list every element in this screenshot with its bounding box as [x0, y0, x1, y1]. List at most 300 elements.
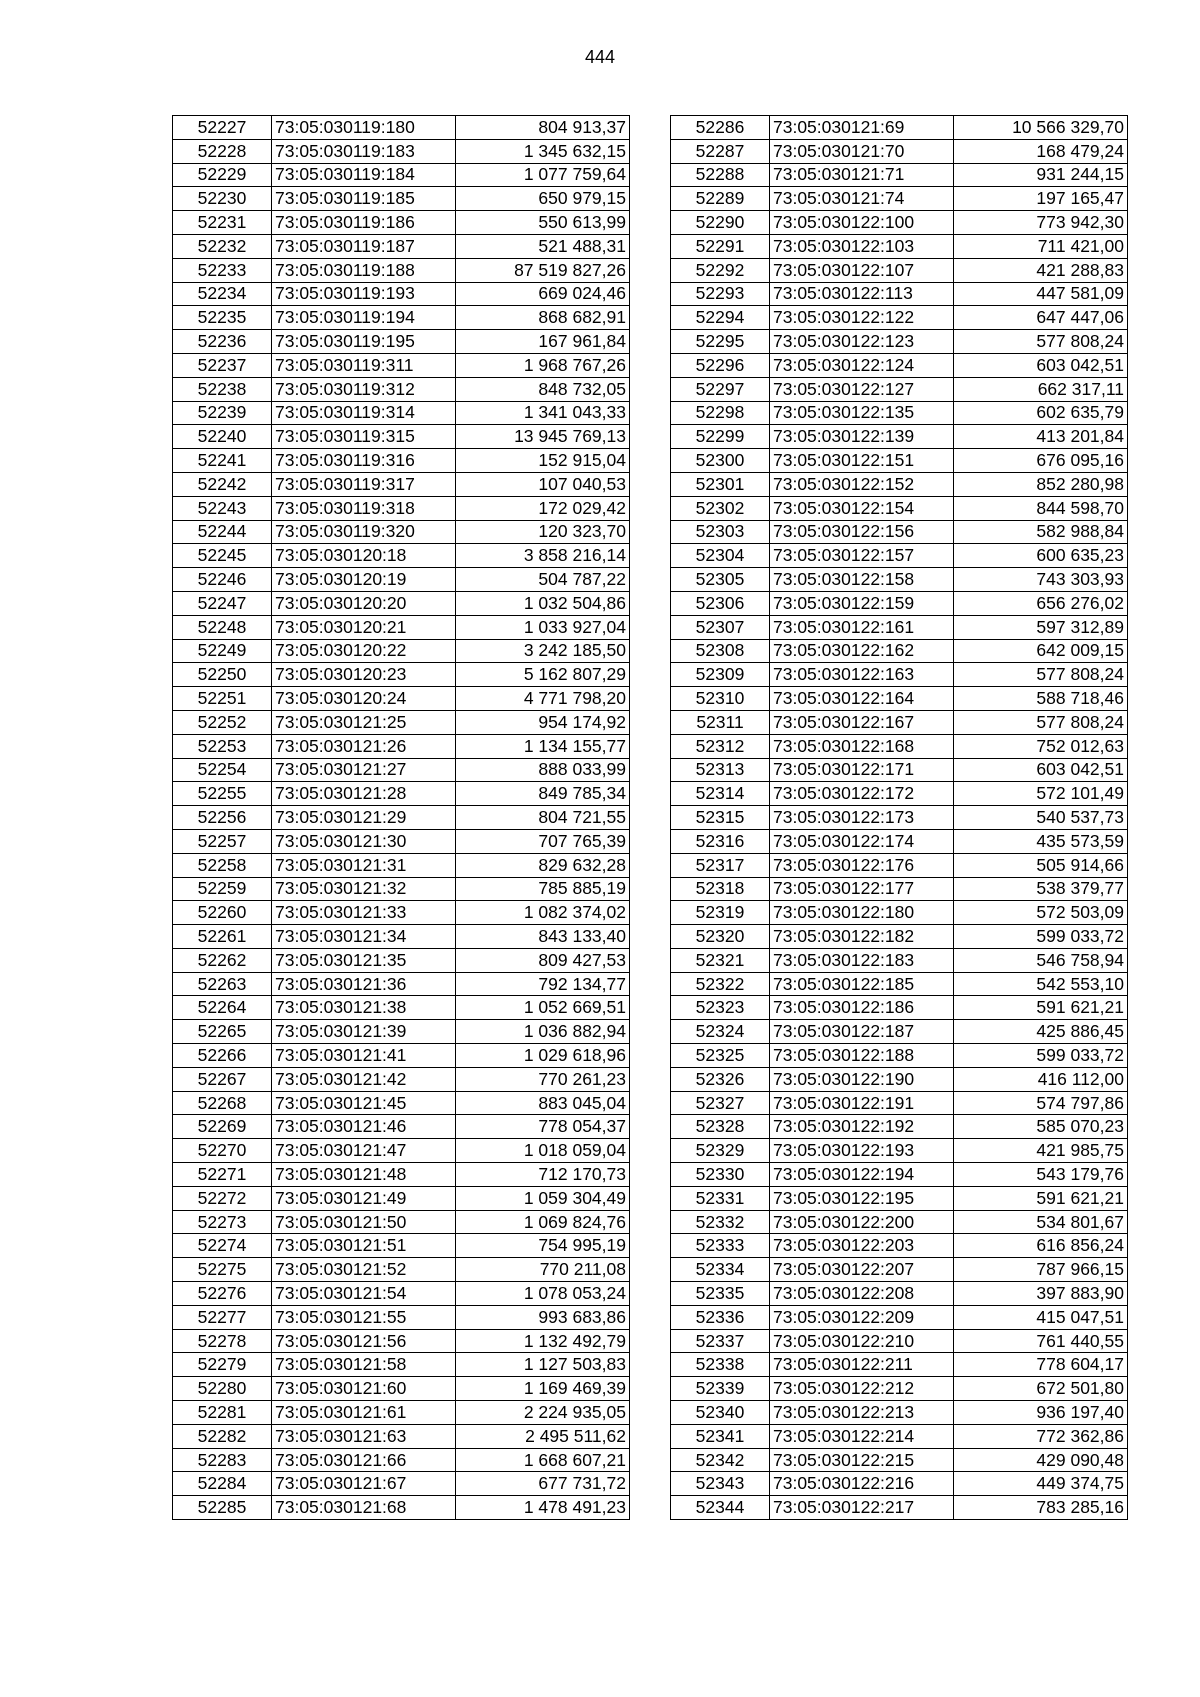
table-row [173, 1448, 630, 1472]
value-cell: 931 244,15 [954, 163, 1128, 187]
table-row [173, 1282, 630, 1306]
table-row [173, 710, 630, 734]
table-row [173, 330, 630, 354]
table-row [173, 639, 630, 663]
value-cell: 676 095,16 [954, 449, 1128, 473]
cadastral-number-cell: 73:05:030122:168 [770, 734, 954, 758]
row-number-cell: 52298 [671, 401, 770, 425]
cadastral-number-cell: 73:05:030121:31 [272, 853, 456, 877]
value-cell: 415 047,51 [954, 1305, 1128, 1329]
cadastral-number-cell: 73:05:030122:212 [770, 1377, 954, 1401]
value-cell: 521 488,31 [456, 234, 630, 258]
row-number-cell: 52270 [173, 1139, 272, 1163]
value-cell: 1 078 053,24 [456, 1282, 630, 1306]
row-number-cell: 52264 [173, 996, 272, 1020]
table-row [173, 163, 630, 187]
value-cell: 1 668 607,21 [456, 1448, 630, 1472]
cadastral-number-cell: 73:05:030121:67 [272, 1472, 456, 1496]
row-number-cell: 52336 [671, 1305, 770, 1329]
table-row [173, 591, 630, 615]
table-row [671, 211, 1128, 235]
table-row [671, 758, 1128, 782]
row-number-cell: 52237 [173, 353, 272, 377]
row-number-cell: 52330 [671, 1163, 770, 1187]
table-row [671, 1044, 1128, 1068]
cadastral-number-cell: 73:05:030122:162 [770, 639, 954, 663]
cadastral-number-cell: 73:05:030122:208 [770, 1282, 954, 1306]
table-row [671, 663, 1128, 687]
cadastral-number-cell: 73:05:030121:30 [272, 829, 456, 853]
cadastral-number-cell: 73:05:030122:207 [770, 1258, 954, 1282]
value-cell: 172 029,42 [456, 496, 630, 520]
cadastral-number-cell: 73:05:030122:188 [770, 1044, 954, 1068]
value-cell: 752 012,63 [954, 734, 1128, 758]
row-number-cell: 52335 [671, 1282, 770, 1306]
row-number-cell: 52284 [173, 1472, 272, 1496]
row-number-cell: 52278 [173, 1329, 272, 1353]
value-cell: 152 915,04 [456, 449, 630, 473]
value-cell: 540 537,73 [954, 806, 1128, 830]
table-row [671, 877, 1128, 901]
row-number-cell: 52273 [173, 1210, 272, 1234]
row-number-cell: 52332 [671, 1210, 770, 1234]
value-cell: 588 718,46 [954, 687, 1128, 711]
cadastral-number-cell: 73:05:030121:55 [272, 1305, 456, 1329]
value-cell: 1 169 469,39 [456, 1377, 630, 1401]
table-row [173, 1139, 630, 1163]
row-number-cell: 52323 [671, 996, 770, 1020]
row-number-cell: 52282 [173, 1424, 272, 1448]
value-cell: 429 090,48 [954, 1448, 1128, 1472]
cadastral-number-cell: 73:05:030121:52 [272, 1258, 456, 1282]
value-cell: 1 077 759,64 [456, 163, 630, 187]
value-cell: 849 785,34 [456, 782, 630, 806]
row-number-cell: 52281 [173, 1401, 272, 1425]
value-cell: 1 018 059,04 [456, 1139, 630, 1163]
cadastral-number-cell: 73:05:030122:139 [770, 425, 954, 449]
row-number-cell: 52256 [173, 806, 272, 830]
table-row [173, 1020, 630, 1044]
value-cell: 936 197,40 [954, 1401, 1128, 1425]
row-number-cell: 52258 [173, 853, 272, 877]
row-number-cell: 52240 [173, 425, 272, 449]
row-number-cell: 52295 [671, 330, 770, 354]
table-row [671, 1305, 1128, 1329]
value-cell: 672 501,80 [954, 1377, 1128, 1401]
row-number-cell: 52228 [173, 139, 272, 163]
table-row [173, 306, 630, 330]
cadastral-number-cell: 73:05:030119:320 [272, 520, 456, 544]
table-row [671, 829, 1128, 853]
cadastral-number-cell: 73:05:030121:56 [272, 1329, 456, 1353]
cadastral-number-cell: 73:05:030122:163 [770, 663, 954, 687]
table-row [671, 1067, 1128, 1091]
row-number-cell: 52233 [173, 258, 272, 282]
cadastral-number-cell: 73:05:030122:154 [770, 496, 954, 520]
value-cell: 1 127 503,83 [456, 1353, 630, 1377]
cadastral-number-cell: 73:05:030122:200 [770, 1210, 954, 1234]
cadastral-number-cell: 73:05:030122:214 [770, 1424, 954, 1448]
row-number-cell: 52304 [671, 544, 770, 568]
cadastral-number-cell: 73:05:030119:188 [272, 258, 456, 282]
row-number-cell: 52339 [671, 1377, 770, 1401]
cadastral-number-cell: 73:05:030122:194 [770, 1163, 954, 1187]
value-cell: 1 069 824,76 [456, 1210, 630, 1234]
table-row [671, 377, 1128, 401]
table-row [671, 496, 1128, 520]
row-number-cell: 52253 [173, 734, 272, 758]
row-number-cell: 52301 [671, 472, 770, 496]
value-cell: 868 682,91 [456, 306, 630, 330]
table-row [173, 782, 630, 806]
row-number-cell: 52265 [173, 1020, 272, 1044]
value-cell: 546 758,94 [954, 948, 1128, 972]
cadastral-number-cell: 73:05:030119:183 [272, 139, 456, 163]
row-number-cell: 52287 [671, 139, 770, 163]
row-number-cell: 52333 [671, 1234, 770, 1258]
cadastral-number-cell: 73:05:030120:23 [272, 663, 456, 687]
cadastral-number-cell: 73:05:030121:45 [272, 1091, 456, 1115]
row-number-cell: 52316 [671, 829, 770, 853]
value-cell: 778 054,37 [456, 1115, 630, 1139]
row-number-cell: 52318 [671, 877, 770, 901]
cadastral-number-cell: 73:05:030122:209 [770, 1305, 954, 1329]
cadastral-number-cell: 73:05:030122:176 [770, 853, 954, 877]
table-row [173, 282, 630, 306]
cadastral-number-cell: 73:05:030122:210 [770, 1329, 954, 1353]
row-number-cell: 52247 [173, 591, 272, 615]
value-cell: 197 165,47 [954, 187, 1128, 211]
table-row [173, 1401, 630, 1425]
cadastral-number-cell: 73:05:030122:152 [770, 472, 954, 496]
left-table [172, 115, 630, 1520]
cadastral-number-cell: 73:05:030122:172 [770, 782, 954, 806]
value-cell: 505 914,66 [954, 853, 1128, 877]
table-row [173, 1186, 630, 1210]
cadastral-number-cell: 73:05:030120:24 [272, 687, 456, 711]
table-row [173, 925, 630, 949]
row-number-cell: 52338 [671, 1353, 770, 1377]
row-number-cell: 52255 [173, 782, 272, 806]
value-cell: 1 036 882,94 [456, 1020, 630, 1044]
value-cell: 1 033 927,04 [456, 615, 630, 639]
cadastral-number-cell: 73:05:030119:317 [272, 472, 456, 496]
table-row [173, 1210, 630, 1234]
value-cell: 809 427,53 [456, 948, 630, 972]
row-number-cell: 52267 [173, 1067, 272, 1091]
row-number-cell: 52290 [671, 211, 770, 235]
value-cell: 770 261,23 [456, 1067, 630, 1091]
row-number-cell: 52263 [173, 972, 272, 996]
table-row [671, 782, 1128, 806]
cadastral-number-cell: 73:05:030122:171 [770, 758, 954, 782]
cadastral-number-cell: 73:05:030122:216 [770, 1472, 954, 1496]
cadastral-number-cell: 73:05:030121:27 [272, 758, 456, 782]
value-cell: 597 312,89 [954, 615, 1128, 639]
table-row [173, 948, 630, 972]
cadastral-number-cell: 73:05:030121:66 [272, 1448, 456, 1472]
value-cell: 772 362,86 [954, 1424, 1128, 1448]
row-number-cell: 52246 [173, 568, 272, 592]
value-cell: 783 285,16 [954, 1496, 1128, 1520]
cadastral-number-cell: 73:05:030120:19 [272, 568, 456, 592]
cadastral-number-cell: 73:05:030119:312 [272, 377, 456, 401]
cadastral-number-cell: 73:05:030119:187 [272, 234, 456, 258]
cadastral-number-cell: 73:05:030122:157 [770, 544, 954, 568]
value-cell: 582 988,84 [954, 520, 1128, 544]
value-cell: 888 033,99 [456, 758, 630, 782]
value-cell: 1 345 632,15 [456, 139, 630, 163]
value-cell: 543 179,76 [954, 1163, 1128, 1187]
cadastral-number-cell: 73:05:030119:314 [272, 401, 456, 425]
value-cell: 1 082 374,02 [456, 901, 630, 925]
row-number-cell: 52249 [173, 639, 272, 663]
row-number-cell: 52319 [671, 901, 770, 925]
row-number-cell: 52331 [671, 1186, 770, 1210]
table-row [671, 972, 1128, 996]
row-number-cell: 52342 [671, 1448, 770, 1472]
table-row [671, 1377, 1128, 1401]
row-number-cell: 52343 [671, 1472, 770, 1496]
cadastral-number-cell: 73:05:030121:38 [272, 996, 456, 1020]
cadastral-number-cell: 73:05:030121:68 [272, 1496, 456, 1520]
table-row [671, 1115, 1128, 1139]
value-cell: 599 033,72 [954, 1044, 1128, 1068]
table-row [671, 472, 1128, 496]
row-number-cell: 52229 [173, 163, 272, 187]
row-number-cell: 52296 [671, 353, 770, 377]
row-number-cell: 52234 [173, 282, 272, 306]
value-cell: 804 913,37 [456, 116, 630, 140]
value-cell: 574 797,86 [954, 1091, 1128, 1115]
value-cell: 421 288,83 [954, 258, 1128, 282]
cadastral-number-cell: 73:05:030121:29 [272, 806, 456, 830]
cadastral-number-cell: 73:05:030119:185 [272, 187, 456, 211]
value-cell: 4 771 798,20 [456, 687, 630, 711]
row-number-cell: 52302 [671, 496, 770, 520]
value-cell: 577 808,24 [954, 330, 1128, 354]
value-cell: 852 280,98 [954, 472, 1128, 496]
cadastral-number-cell: 73:05:030122:185 [770, 972, 954, 996]
cadastral-number-cell: 73:05:030119:180 [272, 116, 456, 140]
row-number-cell: 52294 [671, 306, 770, 330]
cadastral-number-cell: 73:05:030122:161 [770, 615, 954, 639]
cadastral-number-cell: 73:05:030122:159 [770, 591, 954, 615]
row-number-cell: 52252 [173, 710, 272, 734]
cadastral-number-cell: 73:05:030122:156 [770, 520, 954, 544]
table-row [173, 758, 630, 782]
table-row [671, 1329, 1128, 1353]
value-cell: 711 421,00 [954, 234, 1128, 258]
table-row [671, 1282, 1128, 1306]
table-row [173, 401, 630, 425]
cadastral-number-cell: 73:05:030122:177 [770, 877, 954, 901]
row-number-cell: 52344 [671, 1496, 770, 1520]
row-number-cell: 52277 [173, 1305, 272, 1329]
row-number-cell: 52259 [173, 877, 272, 901]
value-cell: 616 856,24 [954, 1234, 1128, 1258]
value-cell: 2 224 935,05 [456, 1401, 630, 1425]
table-row [671, 734, 1128, 758]
cadastral-number-cell: 73:05:030122:122 [770, 306, 954, 330]
table-row [671, 1186, 1128, 1210]
table-row [671, 1091, 1128, 1115]
cadastral-number-cell: 73:05:030121:61 [272, 1401, 456, 1425]
row-number-cell: 52309 [671, 663, 770, 687]
value-cell: 804 721,55 [456, 806, 630, 830]
table-row [671, 568, 1128, 592]
table-row [671, 1448, 1128, 1472]
cadastral-number-cell: 73:05:030121:60 [272, 1377, 456, 1401]
table-row [173, 734, 630, 758]
value-cell: 707 765,39 [456, 829, 630, 853]
row-number-cell: 52326 [671, 1067, 770, 1091]
row-number-cell: 52325 [671, 1044, 770, 1068]
table-row [173, 996, 630, 1020]
table-row [173, 1091, 630, 1115]
row-number-cell: 52293 [671, 282, 770, 306]
cadastral-number-cell: 73:05:030121:46 [272, 1115, 456, 1139]
table-row [671, 234, 1128, 258]
row-number-cell: 52274 [173, 1234, 272, 1258]
row-number-cell: 52317 [671, 853, 770, 877]
cadastral-number-cell: 73:05:030122:213 [770, 1401, 954, 1425]
table-row [671, 116, 1128, 140]
table-row [173, 234, 630, 258]
cadastral-number-cell: 73:05:030122:174 [770, 829, 954, 853]
row-number-cell: 52315 [671, 806, 770, 830]
table-row [173, 1258, 630, 1282]
table-row [671, 1020, 1128, 1044]
cadastral-number-cell: 73:05:030119:315 [272, 425, 456, 449]
table-row [173, 829, 630, 853]
table-row [173, 1496, 630, 1520]
table-row [173, 472, 630, 496]
table-row [173, 663, 630, 687]
cadastral-number-cell: 73:05:030119:195 [272, 330, 456, 354]
row-number-cell: 52239 [173, 401, 272, 425]
value-cell: 87 519 827,26 [456, 258, 630, 282]
table-row [173, 877, 630, 901]
cadastral-number-cell: 73:05:030121:28 [272, 782, 456, 806]
value-cell: 416 112,00 [954, 1067, 1128, 1091]
value-cell: 662 317,11 [954, 377, 1128, 401]
row-number-cell: 52297 [671, 377, 770, 401]
value-cell: 413 201,84 [954, 425, 1128, 449]
row-number-cell: 52248 [173, 615, 272, 639]
cadastral-number-cell: 73:05:030122:191 [770, 1091, 954, 1115]
value-cell: 785 885,19 [456, 877, 630, 901]
table-row [671, 1353, 1128, 1377]
value-cell: 572 503,09 [954, 901, 1128, 925]
row-number-cell: 52313 [671, 758, 770, 782]
cadastral-number-cell: 73:05:030122:215 [770, 1448, 954, 1472]
table-row [671, 1401, 1128, 1425]
value-cell: 599 033,72 [954, 925, 1128, 949]
row-number-cell: 52311 [671, 710, 770, 734]
row-number-cell: 52305 [671, 568, 770, 592]
cadastral-number-cell: 73:05:030122:167 [770, 710, 954, 734]
value-cell: 600 635,23 [954, 544, 1128, 568]
value-cell: 577 808,24 [954, 710, 1128, 734]
value-cell: 642 009,15 [954, 639, 1128, 663]
cadastral-number-cell: 73:05:030119:311 [272, 353, 456, 377]
table-row [671, 544, 1128, 568]
value-cell: 1 478 491,23 [456, 1496, 630, 1520]
cadastral-number-cell: 73:05:030122:173 [770, 806, 954, 830]
value-cell: 603 042,51 [954, 758, 1128, 782]
row-number-cell: 52261 [173, 925, 272, 949]
table-row [173, 615, 630, 639]
row-number-cell: 52262 [173, 948, 272, 972]
right-table [670, 115, 1128, 1520]
cadastral-number-cell: 73:05:030120:18 [272, 544, 456, 568]
page-number: 444 [584, 47, 616, 67]
cadastral-number-cell: 73:05:030121:47 [272, 1139, 456, 1163]
cadastral-number-cell: 73:05:030122:180 [770, 901, 954, 925]
table-row [173, 568, 630, 592]
value-cell: 449 374,75 [954, 1472, 1128, 1496]
value-cell: 754 995,19 [456, 1234, 630, 1258]
row-number-cell: 52243 [173, 496, 272, 520]
table-row [671, 639, 1128, 663]
cadastral-number-cell: 73:05:030122:123 [770, 330, 954, 354]
table-row [671, 925, 1128, 949]
cadastral-number-cell: 73:05:030119:184 [272, 163, 456, 187]
row-number-cell: 52328 [671, 1115, 770, 1139]
row-number-cell: 52235 [173, 306, 272, 330]
cadastral-number-cell: 73:05:030122:124 [770, 353, 954, 377]
table-row [671, 1496, 1128, 1520]
row-number-cell: 52292 [671, 258, 770, 282]
cadastral-number-cell: 73:05:030119:318 [272, 496, 456, 520]
value-cell: 883 045,04 [456, 1091, 630, 1115]
row-number-cell: 52300 [671, 449, 770, 473]
cadastral-number-cell: 73:05:030121:26 [272, 734, 456, 758]
value-cell: 778 604,17 [954, 1353, 1128, 1377]
row-number-cell: 52299 [671, 425, 770, 449]
value-cell: 168 479,24 [954, 139, 1128, 163]
table-row [671, 1210, 1128, 1234]
cadastral-number-cell: 73:05:030121:58 [272, 1353, 456, 1377]
value-cell: 107 040,53 [456, 472, 630, 496]
table-row [173, 1115, 630, 1139]
row-number-cell: 52310 [671, 687, 770, 711]
cadastral-number-cell: 73:05:030119:194 [272, 306, 456, 330]
cadastral-number-cell: 73:05:030119:193 [272, 282, 456, 306]
value-cell: 447 581,09 [954, 282, 1128, 306]
cadastral-number-cell: 73:05:030121:32 [272, 877, 456, 901]
row-number-cell: 52306 [671, 591, 770, 615]
table-row [173, 853, 630, 877]
table-row [173, 687, 630, 711]
cadastral-number-cell: 73:05:030122:164 [770, 687, 954, 711]
value-cell: 773 942,30 [954, 211, 1128, 235]
row-number-cell: 52269 [173, 1115, 272, 1139]
cadastral-number-cell: 73:05:030121:34 [272, 925, 456, 949]
row-number-cell: 52276 [173, 1282, 272, 1306]
row-number-cell: 52307 [671, 615, 770, 639]
row-number-cell: 52322 [671, 972, 770, 996]
cadastral-number-cell: 73:05:030121:54 [272, 1282, 456, 1306]
value-cell: 2 495 511,62 [456, 1424, 630, 1448]
cadastral-number-cell: 73:05:030121:70 [770, 139, 954, 163]
cadastral-number-cell: 73:05:030122:107 [770, 258, 954, 282]
row-number-cell: 52268 [173, 1091, 272, 1115]
row-number-cell: 52283 [173, 1448, 272, 1472]
cadastral-number-cell: 73:05:030122:183 [770, 948, 954, 972]
table-row [671, 139, 1128, 163]
